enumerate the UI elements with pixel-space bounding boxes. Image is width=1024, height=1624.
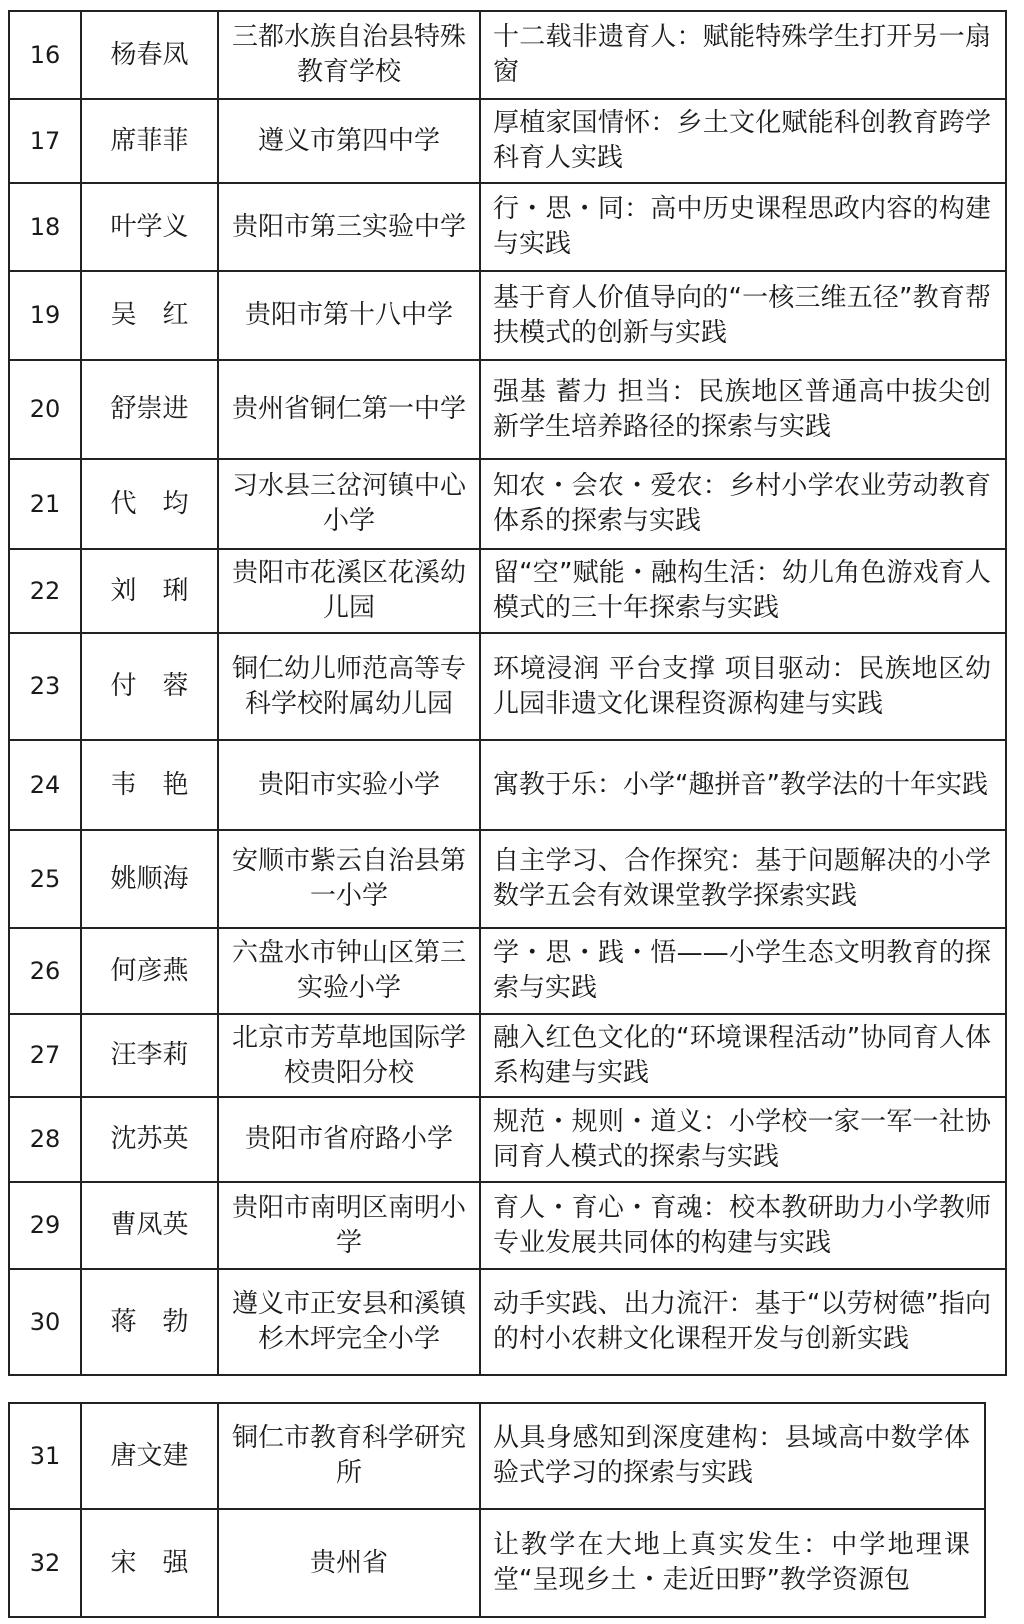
row-number: 22: [9, 549, 81, 633]
table-row: [9, 459, 1006, 549]
project-title: 让教学在大地上真实发生：中学地理课堂“呈现乡土・走近田野”教学资源包: [480, 1509, 985, 1617]
table-row: [9, 1097, 1006, 1182]
school-name: 贵州省铜仁第一中学: [218, 360, 480, 459]
person-name: 代 均: [81, 459, 218, 549]
table-row: [9, 360, 1006, 459]
table-row: [9, 1403, 985, 1509]
person-name: 何彦燕: [81, 928, 218, 1014]
row-number: 25: [9, 830, 81, 928]
person-name: 席菲菲: [81, 99, 218, 183]
row-number: 24: [9, 740, 81, 830]
person-name: 曹凤英: [81, 1182, 218, 1269]
project-title: 十二载非遗育人：赋能特殊学生打开另一扇窗: [480, 11, 1006, 99]
row-number: 27: [9, 1014, 81, 1097]
project-title: 寓教于乐：小学“趣拼音”教学法的十年实践: [480, 740, 1006, 830]
row-number: 26: [9, 928, 81, 1014]
school-name: 铜仁市教育科学研究所: [218, 1403, 480, 1509]
person-name: 姚顺海: [81, 830, 218, 928]
school-name: 贵阳市南明区南明小学: [218, 1182, 480, 1269]
person-name: 沈苏英: [81, 1097, 218, 1182]
school-name: 贵阳市第三实验中学: [218, 183, 480, 271]
row-number: 19: [9, 271, 81, 360]
table-row: [9, 1014, 1006, 1097]
table-row: [9, 99, 1006, 183]
row-number: 29: [9, 1182, 81, 1269]
table-row: [9, 1182, 1006, 1269]
project-title: 融入红色文化的“环境课程活动”协同育人体系构建与实践: [480, 1014, 1006, 1097]
table-row: [9, 183, 1006, 271]
school-name: 习水县三岔河镇中心小学: [218, 459, 480, 549]
person-name: 吴 红: [81, 271, 218, 360]
person-name: 杨春凤: [81, 11, 218, 99]
project-title: 动手实践、出力流汗：基于“以劳树德”指向的村小农耕文化课程开发与创新实践: [480, 1269, 1006, 1375]
project-title: 强基 蓄力 担当：民族地区普通高中拔尖创新学生培养路径的探索与实践: [480, 360, 1006, 459]
project-title: 学・思・践・悟——小学生态文明教育的探索与实践: [480, 928, 1006, 1014]
person-name: 唐文建: [81, 1403, 218, 1509]
school-name: 贵州省: [218, 1509, 480, 1617]
school-name: 铜仁幼儿师范高等专科学校附属幼儿园: [218, 633, 480, 740]
person-name: 付 蓉: [81, 633, 218, 740]
school-name: 贵阳市花溪区花溪幼儿园: [218, 549, 480, 633]
row-number: 30: [9, 1269, 81, 1375]
table-row: [9, 928, 1006, 1014]
row-number: 20: [9, 360, 81, 459]
school-name: 贵阳市省府路小学: [218, 1097, 480, 1182]
school-name: 北京市芳草地国际学校贵阳分校: [218, 1014, 480, 1097]
school-name: 六盘水市钟山区第三实验小学: [218, 928, 480, 1014]
table-row: [9, 1509, 985, 1617]
table-row: [9, 11, 1006, 99]
table-row: [9, 830, 1006, 928]
table-row: [9, 633, 1006, 740]
project-title: 自主学习、合作探究：基于问题解决的小学数学五会有效课堂教学探索实践: [480, 830, 1006, 928]
row-number: 17: [9, 99, 81, 183]
school-name: 遵义市第四中学: [218, 99, 480, 183]
row-number: 21: [9, 459, 81, 549]
person-name: 宋 强: [81, 1509, 218, 1617]
school-name: 贵阳市第十八中学: [218, 271, 480, 360]
row-number: 28: [9, 1097, 81, 1182]
row-number: 32: [9, 1509, 81, 1617]
table-row: [9, 549, 1006, 633]
school-name: 贵阳市实验小学: [218, 740, 480, 830]
awards-table-continued: [8, 1402, 986, 1618]
awards-table-main: [8, 10, 1007, 1376]
row-number: 16: [9, 11, 81, 99]
project-title: 从具身感知到深度建构：县域高中数学体验式学习的探索与实践: [480, 1403, 985, 1509]
table-row: [9, 740, 1006, 830]
table-row: [9, 271, 1006, 360]
person-name: 蒋 勃: [81, 1269, 218, 1375]
row-number: 18: [9, 183, 81, 271]
project-title: 知农・会农・爱农：乡村小学农业劳动教育体系的探索与实践: [480, 459, 1006, 549]
row-number: 31: [9, 1403, 81, 1509]
project-title: 基于育人价值导向的“一核三维五径”教育帮扶模式的创新与实践: [480, 271, 1006, 360]
school-name: 三都水族自治县特殊教育学校: [218, 11, 480, 99]
school-name: 安顺市紫云自治县第一小学: [218, 830, 480, 928]
project-title: 环境浸润 平台支撑 项目驱动：民族地区幼儿园非遗文化课程资源构建与实践: [480, 633, 1006, 740]
project-title: 行・思・同：高中历史课程思政内容的构建与实践: [480, 183, 1006, 271]
school-name: 遵义市正安县和溪镇杉木坪完全小学: [218, 1269, 480, 1375]
row-number: 23: [9, 633, 81, 740]
person-name: 叶学义: [81, 183, 218, 271]
person-name: 汪李莉: [81, 1014, 218, 1097]
person-name: 刘 琍: [81, 549, 218, 633]
project-title: 留“空”赋能・融构生活：幼儿角色游戏育人模式的三十年探索与实践: [480, 549, 1006, 633]
project-title: 育人・育心・育魂：校本教研助力小学教师专业发展共同体的构建与实践: [480, 1182, 1006, 1269]
person-name: 舒崇进: [81, 360, 218, 459]
table-row: [9, 1269, 1006, 1375]
project-title: 厚植家国情怀：乡土文化赋能科创教育跨学科育人实践: [480, 99, 1006, 183]
person-name: 韦 艳: [81, 740, 218, 830]
project-title: 规范・规则・道义：小学校一家一军一社协同育人模式的探索与实践: [480, 1097, 1006, 1182]
